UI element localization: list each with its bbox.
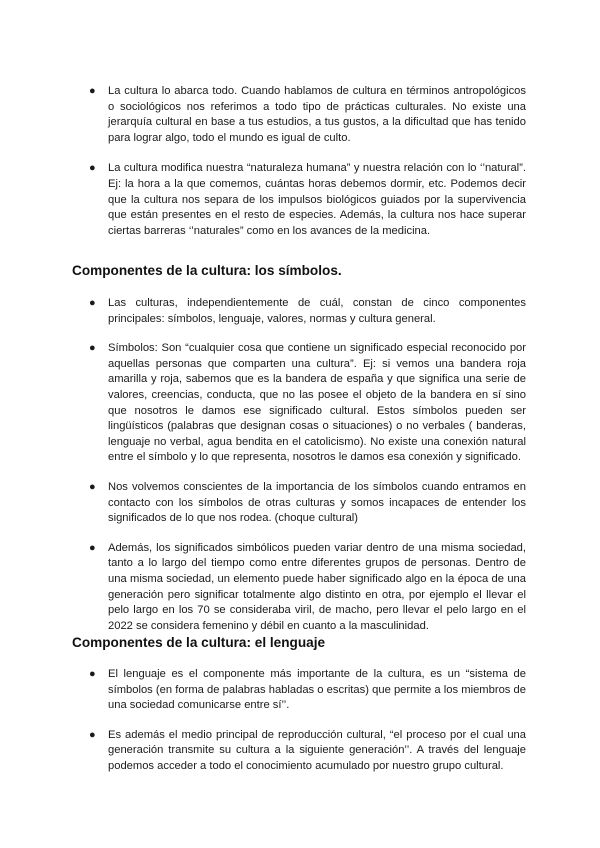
bullet-icon: ● <box>89 162 96 175</box>
list-item <box>0 84 600 146</box>
bullet-text: La cultura modifica nuestra “naturaleza humana” y nuestra relación con lo ‘’natural”. Ej: la hora a la que comemos, cuántas horas debemos dormir, etc. Podemos decir que la cultura nos separa de los impulsos biológicos guiados por la supervivencia que están presentes en el resto de especies. Además, la cultura nos hace superar ciertas barreras ‘’naturales” como en los avances de la medicina. <box>108 162 526 237</box>
bullet-text: La cultura lo abarca todo. Cuando hablamos de cultura en términos antropológicos o sociológicos nos referimos a todo tipo de prácticas culturales. No existe una jerarquía cultural en base a tus estudios, a tus gustos, a la dificultad que has tenido para lograr algo, todo el mundo es igual de culto. <box>108 85 526 144</box>
list-item <box>0 728 600 775</box>
bullet-icon: ● <box>89 728 96 741</box>
bullet-text: El lenguaje es el componente más importante de la cultura, es un “sistema de símbolos (en forma de palabras habladas o escritas) que permite a los miembros de una sociedad comunicarse entre sí’’. <box>108 668 526 712</box>
bullet-icon: ● <box>89 342 96 355</box>
bullet-text: Nos volvemos conscientes de la importancia de los símbolos cuando entramos en contacto con los símbolos de otras culturas y somos incapaces de entender los significados de lo que nos rodea. (choque cultural) <box>108 480 526 525</box>
intro-bullet-list <box>0 84 600 239</box>
bullet-icon: ● <box>89 668 96 680</box>
bullet-text: Símbolos: Son “cualquier cosa que contiene un significado especial reconocido por aquellas personas que comparten una cultura”. Ej: si vemos una bandera roja amarilla y roja, sabemos que es la bandera de españa y que significa una serie de valores, creencias, conducta, que no las posee el objeto de la bandera en sí sino que nosotros le damos ese significado cultural. Estos símbolos pueden ser lingüísticos (palabras que designan cosas o situaciones) o no verbales ( banderas, lenguaje no verbal, agua bendita en el catolicismo). No existe una conexión natural entre el símbolo y lo que representa, nosotros le damos esa conexión y significado. <box>108 342 526 464</box>
bullet-icon: ● <box>89 85 96 97</box>
list-item <box>0 161 600 239</box>
bullet-text: Además, los significados simbólicos pueden variar dentro de una misma sociedad, tanto a lo largo del tiempo como entre diferentes grupos de personas. Dentro de una misma sociedad, un elemento puede haber significado algo en la época de una generación pero significar totalmente algo distinto en otra, por ejemplo el llevar el pelo largo en los 70 se consideraba viril, de macho, pero llevar el pelo largo en el 2022 se considera femenino y débil en cuanto a la masculinidad. <box>108 541 526 632</box>
list-item <box>0 480 600 527</box>
list-item <box>0 667 600 714</box>
list-item <box>0 296 600 327</box>
bullet-icon: ● <box>89 480 96 493</box>
bullet-text: Las culturas, independientemente de cuál, constan de cinco componentes principales: símbolos, lenguaje, valores, normas y cultura general. <box>108 297 526 325</box>
list-item <box>0 341 600 466</box>
symbols-bullet-list <box>0 296 600 634</box>
intro-section <box>0 84 600 239</box>
language-bullet-list <box>0 667 600 775</box>
section-heading-language: Componentes de la cultura: el lenguaje <box>72 635 326 650</box>
bullet-text: Es además el medio principal de reproducción cultural, “el proceso por el cual una generación transmite su cultura a la siguiente generación’’. A través del lenguaje podemos acceder a todo el conocimiento acumulado por nuestro grupo cultural. <box>108 728 526 772</box>
bullet-icon: ● <box>89 541 96 554</box>
list-item <box>0 541 600 635</box>
section-heading-symbols: Componentes de la cultura: los símbolos. <box>72 263 342 278</box>
symbols-section <box>0 296 600 634</box>
bullet-icon: ● <box>89 297 96 309</box>
language-section <box>0 667 600 775</box>
